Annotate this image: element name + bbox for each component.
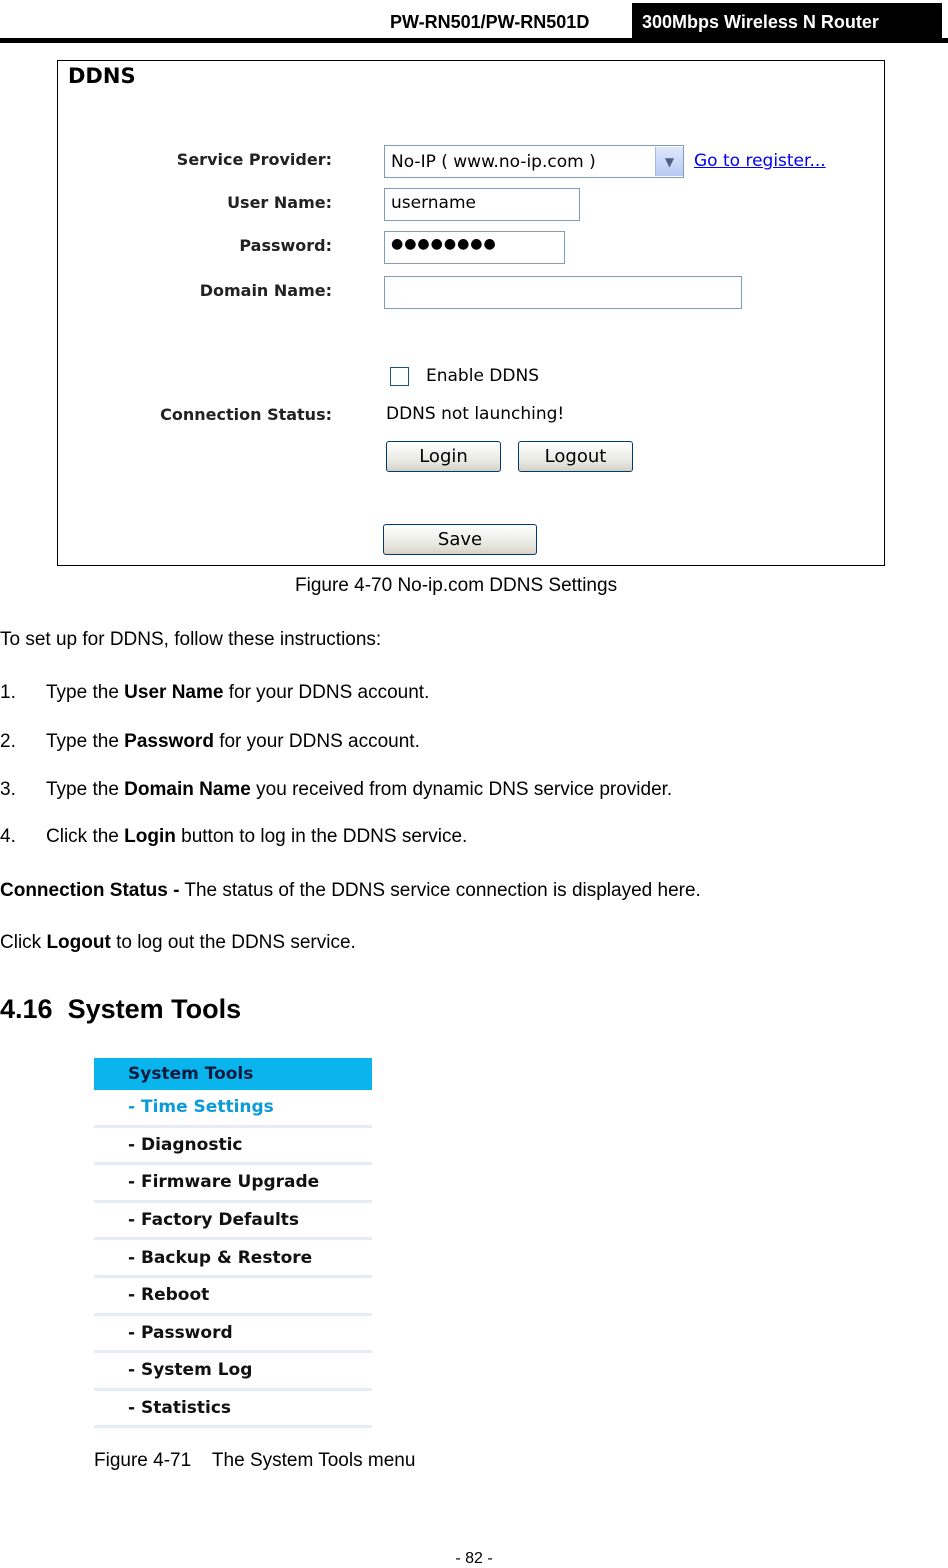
step-text: Type the User Name for your DDNS account.	[46, 682, 430, 703]
password-input[interactable]: ●●●●●●●●	[384, 231, 565, 264]
step-number: 2.	[0, 731, 16, 752]
menu-item-diagnostic[interactable]: - Diagnostic	[94, 1128, 372, 1166]
step-text: Type the Password for your DDNS account.	[46, 731, 420, 752]
ddns-panel	[57, 60, 885, 566]
service-provider-select[interactable]	[384, 145, 684, 178]
page-number: - 82 -	[455, 1550, 493, 1567]
step-text: Click the Login button to log in the DDNS service.	[46, 826, 468, 847]
menu-item-time-settings[interactable]: - Time Settings	[94, 1090, 372, 1128]
service-provider-label: Service Provider:	[176, 150, 332, 169]
enable-ddns-checkbox[interactable]	[390, 367, 409, 386]
menu-item-system-log[interactable]: - System Log	[94, 1353, 372, 1391]
panel-title: DDNS	[68, 64, 136, 88]
domain-name-label: Domain Name:	[199, 281, 332, 300]
password-label: Password:	[239, 236, 332, 255]
menu-item-statistics[interactable]: - Statistics	[94, 1391, 372, 1429]
step-number: 3.	[0, 779, 16, 800]
figure-caption-4-70: Figure 4-70 No-ip.com DDNS Settings	[295, 575, 618, 596]
service-provider-value: No-IP ( www.no-ip.com )	[391, 151, 596, 172]
user-name-input[interactable]: username	[384, 188, 580, 221]
login-button[interactable]: Login	[386, 441, 501, 472]
figure-caption-4-71: Figure 4-71 The System Tools menu	[94, 1450, 416, 1471]
chevron-down-icon[interactable]: ▼	[655, 147, 683, 176]
connection-status-value: DDNS not launching!	[386, 404, 565, 424]
menu-item-password[interactable]: - Password	[94, 1316, 372, 1354]
menu-item-firmware-upgrade[interactable]: - Firmware Upgrade	[94, 1165, 372, 1203]
register-link[interactable]: Go to register...	[694, 151, 826, 171]
step-text: Type the Domain Name you received from dynamic DNS service provider.	[46, 779, 673, 800]
logout-note: Click Logout to log out the DDNS service.	[0, 932, 356, 953]
user-name-label: User Name:	[227, 193, 332, 212]
step-number: 4.	[0, 826, 16, 847]
menu-header[interactable]: System Tools	[94, 1058, 372, 1090]
logout-button[interactable]: Logout	[518, 441, 633, 472]
enable-ddns-label: Enable DDNS	[426, 366, 539, 386]
menu-item-backup-restore[interactable]: - Backup & Restore	[94, 1240, 372, 1278]
header-product: 300Mbps Wireless N Router	[632, 3, 942, 41]
menu-item-factory-defaults[interactable]: - Factory Defaults	[94, 1203, 372, 1241]
connection-status-label: Connection Status:	[160, 405, 332, 424]
step-number: 1.	[0, 682, 16, 703]
connection-status-note: Connection Status - The status of the DDNS service connection is displayed here.	[0, 880, 701, 901]
header-rule	[0, 38, 948, 43]
header-model: PW-RN501/PW-RN501D	[390, 12, 590, 32]
section-heading: 4.16 System Tools	[0, 994, 242, 1024]
save-button[interactable]: Save	[383, 524, 537, 555]
domain-name-input[interactable]	[384, 276, 742, 309]
system-tools-menu	[94, 1058, 372, 1428]
menu-item-reboot[interactable]: - Reboot	[94, 1278, 372, 1316]
intro-text: To set up for DDNS, follow these instructions:	[0, 629, 382, 650]
